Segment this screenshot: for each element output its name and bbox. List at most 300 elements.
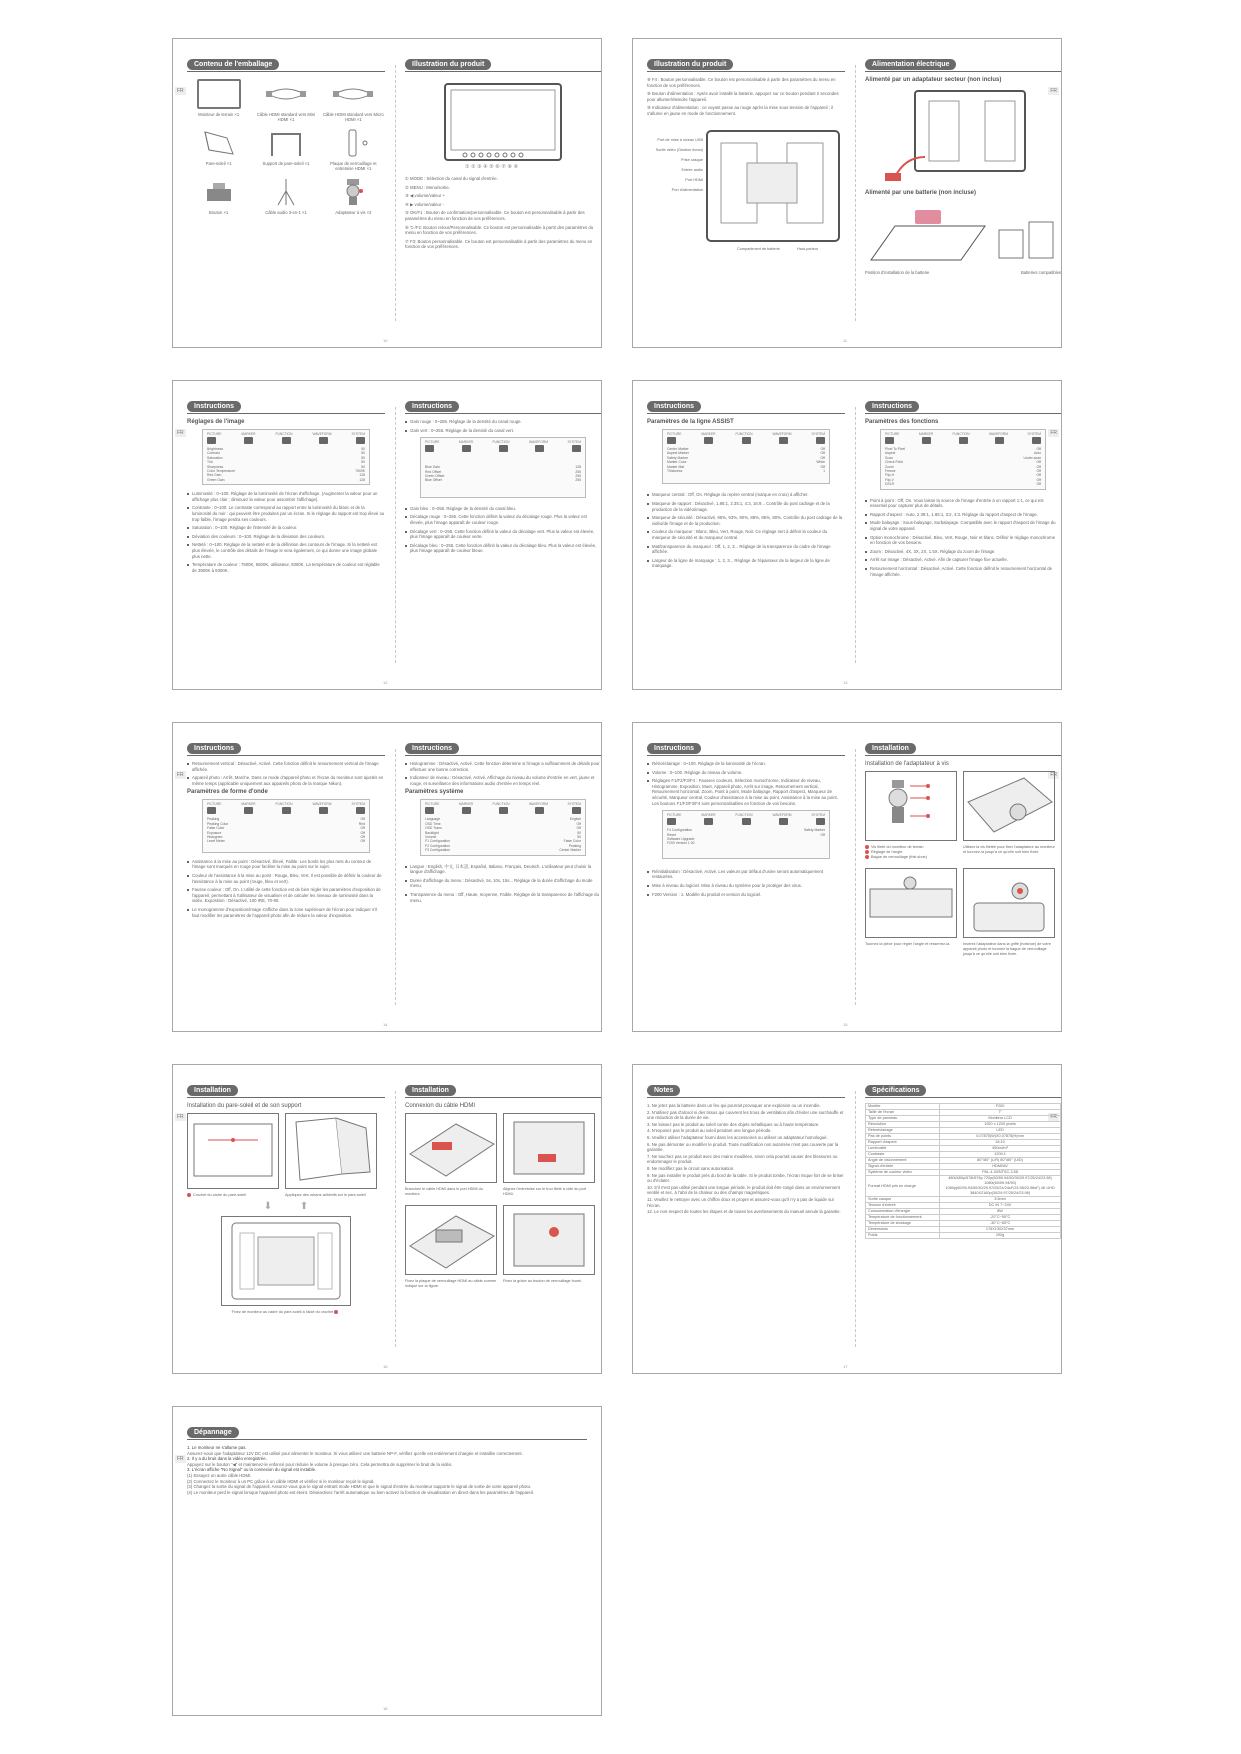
subsection-title: Alimenté par une batterie (non incluse) xyxy=(865,190,977,196)
setting-description: Contraste : 0~100. Le contraste correspond au rapport entre la luminosité du blanc et de la luminosité du noir : qui peuvent être produites par un écran. Si le réglage du rapport est trop élevé ou trop faible, l'image perdra ses couleurs. xyxy=(187,505,385,522)
setting-description: Mode balayage : Sous-balayage, Surbalayage. Compatible avec le rapport d'aspect de l'image du signal de votre appareil. xyxy=(865,520,1061,531)
menu-row: Volume 50 xyxy=(425,835,581,839)
troubleshooting-text: (3) Changez la sortie du signal de l'appareil. Assurez-vous que le signal entrant mode HDMI et que le signal d'entrée du moniteur supporte le signal de sortie de votre appareil photo. xyxy=(187,1484,532,1490)
language-badge: FR xyxy=(1050,430,1057,436)
screw-adapter-figure-2 xyxy=(963,771,1055,841)
page-number: 15 xyxy=(843,1022,848,1027)
menu-row: Marker Color White xyxy=(667,460,825,465)
instructions-section xyxy=(187,737,385,1017)
specifications-table xyxy=(865,1103,1061,1239)
monitor-rear-illustration xyxy=(647,123,845,273)
setting-description: Option monochrome : Désactivé, Bleu, Vert, Rouge, Noir et blanc. Définir le réglage monochrome en fonction de vos besoins. xyxy=(865,535,1061,546)
troubleshooting-section xyxy=(187,1421,587,1495)
troubleshooting-heading: 2. Il y a du bruit dans la vidéo enregistrée. xyxy=(187,1456,267,1462)
port-label: Sortie vidéo (Gestion écran) xyxy=(655,147,703,152)
menu-row: F200 Version 1.00 xyxy=(667,841,695,846)
image-caption: Vis fileté du moniteur de terrain xyxy=(865,845,957,850)
installation-section xyxy=(865,737,1061,1017)
note-item: 7. Ne touchez pas ce produit avec des mains mouillées, sinon cela pourrait causer des blessures ou endommager le produit. xyxy=(647,1153,838,1165)
image-caption: Branchez le câble HDMI dans le port HDMI du moniteur. xyxy=(405,1187,483,1196)
spec-label: Dimensions xyxy=(866,1227,940,1233)
menu-row: Pixel To Pixel Off xyxy=(885,447,1041,451)
menu-row: Histogram Off xyxy=(207,835,365,839)
menu-row: F1 Configuration False Color xyxy=(425,839,581,844)
menu-row: Color Temperature 7500K xyxy=(207,469,365,474)
menu-row: Flip-H Off xyxy=(885,473,1041,478)
setting-description: Marqueur central : Off, On. Réglage du repère central (marque en croix) à afficher. xyxy=(647,492,845,498)
note-item: 4. N'exposez pas le produit au soleil pendant une longue période. xyxy=(647,1128,772,1134)
spec-value: DC IN 7~24V xyxy=(940,1203,1061,1209)
function-icon xyxy=(282,807,291,814)
spec-label: Format HDMI pris en charge xyxy=(866,1176,940,1197)
image-caption: Insérez l'adaptateur dans la griffe (hotshoe) de votre appareil photo et tournez la bague de verrouillage jusqu'à ce qu'elle soit bien fixée. xyxy=(963,942,1051,956)
spec-value: 450cd/m² xyxy=(940,1146,1061,1152)
spec-value: 8W xyxy=(940,1209,1061,1215)
manual-page-16 xyxy=(172,1064,602,1374)
menu-row: Zoom Off xyxy=(885,464,1041,469)
menu-row: Green Offset 255 xyxy=(425,474,581,478)
hdmi-figure-2 xyxy=(503,1113,595,1183)
section-title: Spécifications xyxy=(865,1085,926,1096)
button-description: ⑨ Bouton d'alimentation : Après avoir installé la batterie, appuyez sur ce bouton pendant 2 secondes pour allumer/éteindre l'appareil. xyxy=(647,91,839,102)
menu-row: OSD Trans Off xyxy=(425,826,581,831)
package-item: Plaque de verrouillage et entretoise HDMI ×1 xyxy=(322,126,385,171)
setting-description: Gain bleu : 0~255. Réglage de la densité du canal bleu. xyxy=(405,506,601,512)
port-label: Compartiment de batterie xyxy=(737,246,780,251)
image-caption: Appliquez des rubans adhésifs sur le pare-soleil xyxy=(285,1193,366,1197)
waveform-icon xyxy=(319,807,328,814)
menu-row: Language English xyxy=(425,817,581,822)
package-contents-section xyxy=(187,53,385,333)
osd-menu-marker: PICTURE MARKER FUNCTION WAVEFORM SYSTEM Center Marker Off Aspect Marker Off Safety Marker Off Marker Color White Marker Mat Off Thickness 1 xyxy=(662,429,830,484)
spec-value: HDMI/AV xyxy=(940,1164,1061,1170)
spec-label: Rapport d'aspect xyxy=(866,1140,940,1146)
page-number: 18 xyxy=(383,1706,388,1711)
product-illustration-section xyxy=(647,53,845,333)
picture-icon xyxy=(885,437,894,444)
function-icon xyxy=(742,818,751,825)
image-caption: Réglage de l'angle xyxy=(865,850,957,855)
picture-icon xyxy=(425,807,434,814)
marker-icon xyxy=(704,818,713,825)
button-description: ⑩ Indicateur d'alimentation : ce voyant passe au rouge après la mise sous tension de l'appareil ; il s'allume en jaune en mode de fonctionnement. xyxy=(647,105,834,116)
spec-row xyxy=(866,1176,1061,1197)
note-item: 11. Veuillez le nettoyer avec un chiffon doux et propre et assurez-vous qu'il n'y a pas de liquide sur l'écran. xyxy=(647,1196,835,1208)
note-item: 6. Ne pas démonter ou modifier le produit. Toute modification non autorisée n'est pas couverte par la garantie. xyxy=(647,1141,839,1153)
menu-row: F2 Configuration Peaking xyxy=(425,843,581,848)
page-number: 12 xyxy=(383,680,388,685)
package-item: Support de pare-soleil ×1 xyxy=(254,126,317,171)
spec-label: Taille de l'écran xyxy=(866,1110,940,1116)
button-description: ④ ▶ volume/valeur - xyxy=(405,201,444,207)
image-caption: Alignez l'entretoise sur le trou fileté à côté du port HDMI. xyxy=(503,1187,587,1196)
system-icon xyxy=(356,437,365,444)
package-item: Pare-soleil ×1 xyxy=(187,126,250,171)
troubleshooting-heading: 3. L'écran affiche "No Signal" ou la connexion du signal est instable. xyxy=(187,1467,317,1473)
section-title: Instructions xyxy=(187,743,241,754)
menu-row: Contrast 50 xyxy=(207,451,365,456)
menu-row: F4 Configuration Safety Marker xyxy=(667,828,825,833)
section-title: Instructions xyxy=(865,401,919,412)
system-icon xyxy=(816,437,825,444)
screw-adapter-figure-4 xyxy=(963,868,1055,938)
menu-row: Green Gain 128 xyxy=(207,477,365,482)
product-illustration-section xyxy=(405,53,601,333)
instructions-section xyxy=(647,395,845,675)
picture-icon xyxy=(667,437,676,444)
setting-description: Réglages F1/F2/F3/F4 : Fausses couleurs, Sélection monochrome, Indicateur de niveau, Histogramme, Exposition, Muet, Appareil photo, Arrêt sur image, Retournement vertical, Retournement horizontal, Zoom, Point à point, Mode balayage, Rapport d'aspect, Marqueur de sécurité, Marqueur central, Couleur d'assistance à la mise au point, Assistance à la mise au point. Les boutons F1/F2/F3/F4 sont personnalisables en fonction de vos besoins. xyxy=(647,778,845,806)
setting-description: Gain vert : 0~255. Réglage de la densité du canal vert. xyxy=(405,428,601,434)
subsection-title: Installation du pare-soleil et de son support xyxy=(187,1103,302,1109)
note-item: 3. Ne laissez pas le produit au soleil contre des objets métalliques ou à haute température. xyxy=(647,1121,820,1127)
menu-row: Sharpness 50 xyxy=(207,464,365,469)
menu-row: Reset Off xyxy=(667,832,825,837)
section-title: Installation xyxy=(865,743,916,754)
setting-description: Décalage vert : 0~255. Cette fonction définit la valeur du décalage vert. Plus la valeur est élevée, plus l'image apparaît de couleur verte. xyxy=(405,529,601,540)
setting-description: Marqueur de rapport : Désactivé, 1.85:1, 2.35:1, 4:3, 16:9... Contrôle du post cadrage et de la production de la vidéo/image. xyxy=(647,501,845,512)
manual-page-13 xyxy=(632,380,1062,690)
instructions-section xyxy=(865,395,1061,675)
menu-row: Backlight 50 xyxy=(425,830,581,835)
notes-section xyxy=(647,1079,845,1359)
image-caption: Fixez la grâce au bouton de verrouillage fourni. xyxy=(503,1279,583,1283)
note-item: 8. Ne modifiez pas le circuit sans autorisation. xyxy=(647,1165,735,1171)
hdmi-figure-1 xyxy=(405,1113,497,1183)
waveform-icon xyxy=(535,445,544,452)
button-description: ⑧ F4 : Bouton personnalisable. Ce bouton est personnalisable à partir des paramètres du menu en fonction de vos préférences. xyxy=(647,77,836,88)
spec-label: Poids xyxy=(866,1233,940,1239)
system-icon xyxy=(572,445,581,452)
image-caption: Utilisez la vis filetée pour fixer l'adaptateur au moniteur et tournez-la jusqu'à ce qu'elle soit bien fixée. xyxy=(963,845,1055,854)
setting-description: Histogramme : Désactivé, Activé. Cette fonction détermine si l'image a suffisamment de détails pour effectuer une bonne correction. xyxy=(405,761,601,772)
spec-label: Rétroéclairage xyxy=(866,1128,940,1134)
menu-row: Exposure Off xyxy=(207,830,365,835)
image-caption: Crochet du cadre du pare-soleil xyxy=(187,1193,279,1197)
package-item: Câble HDMI standard vers Micro HDMI ×1 xyxy=(322,77,385,122)
instructions-section xyxy=(405,737,601,1017)
spec-label: Température de stockage xyxy=(866,1221,940,1227)
button-description: ② MENU : Menu/sortie. xyxy=(405,184,450,190)
spec-label: Température de fonctionnement xyxy=(866,1215,940,1221)
function-icon xyxy=(282,437,291,444)
function-icon xyxy=(499,445,508,452)
image-caption: Fixez de moniteur au cadre du pare-soleil à l'aide du crochet xyxy=(187,1310,385,1314)
port-label: Entrée audio xyxy=(681,167,703,172)
marker-icon xyxy=(462,807,471,814)
spec-label: Signal d'entrée xyxy=(866,1164,940,1170)
setting-description: Couleur du marqueur : Blanc, Bleu, Vert, Rouge, Noir. Ce réglage sert à définir la couleur du marqueur de sécurité et du marqueur central. xyxy=(647,529,845,540)
setting-description: Langue : English, 中文, 日本語, Español, Italiano, Français, Deutsch. L'utilisateur peut choisir la langue d'affichage. xyxy=(405,864,601,875)
function-icon xyxy=(959,437,968,444)
sunshade-figure-3 xyxy=(221,1216,351,1306)
menu-row: Brightness 50 xyxy=(207,447,365,451)
spec-label: Consommation d'énergie xyxy=(866,1209,940,1215)
language-badge: FR xyxy=(177,430,184,436)
instructions-section xyxy=(647,737,845,1017)
setting-description: Arrêt sur image : Désactivé, Activé. Afin de capturer l'image fixe actuelle. xyxy=(865,557,1061,563)
menu-row: Software Upgrade xyxy=(667,836,695,841)
language-badge: FR xyxy=(1050,1114,1057,1120)
marker-icon xyxy=(462,445,471,452)
spec-label: Sortie casque xyxy=(866,1197,940,1203)
troubleshooting-text: (1) Essayez un autre câble HDMI. xyxy=(187,1472,252,1478)
spec-value: F200 xyxy=(940,1104,1061,1110)
menu-row: OSD Time Off xyxy=(425,821,581,826)
manual-page-18 xyxy=(172,1406,602,1716)
setting-description: Rapport d'aspect : Auto, 2.39:1, 1.85:1, 3:2, 4:3. Réglage du rapport d'aspect de l'image. xyxy=(865,512,1061,518)
picture-icon xyxy=(425,445,434,452)
menu-row: Check Field Off xyxy=(885,460,1041,465)
page-number: 11 xyxy=(843,338,848,343)
menu-row: Red Offset 255 xyxy=(425,469,581,474)
image-caption: Batteries compatibles xyxy=(1020,270,1061,275)
monitor-front-illustration xyxy=(443,82,563,170)
language-badge: FR xyxy=(1050,772,1057,778)
spec-value: 292g xyxy=(940,1233,1061,1239)
osd-menu-waveform: PICTURE MARKER FUNCTION WAVEFORM SYSTEM Peaking Off Peaking Color Red False Color Off Exposure Off Histogram Off Level Meter Off xyxy=(202,799,370,852)
setting-description: Volume : 0~100. Réglage du niveau de volume. xyxy=(647,770,845,776)
troubleshooting-text: (4) Le moniteur perd le signal lorsque l'appareil photo est éteint. Déséactivez l'arrêt automatique ou bien activez la fonction de visualisation en direct dans les paramètres de l'appareil. xyxy=(187,1489,534,1495)
subsection-title: Installation de l'adaptateur à vis xyxy=(865,761,949,767)
section-title: Notes xyxy=(647,1085,680,1096)
setting-description: Rétroéclairage : 0~100. Réglage de la luminosité de l'écran. xyxy=(647,761,845,767)
waveform-icon xyxy=(319,437,328,444)
section-title: Illustration du produit xyxy=(647,59,733,70)
button-description: ⑤ OK/F1 : Bouton de confirmation/personnalisable. Ce bouton est personnalisable à partir des paramètres du menu en fonction de vos préférences. xyxy=(405,210,585,221)
section-title: Installation xyxy=(187,1085,238,1096)
note-item: 10. S'il n'est pas utilisé pendant une longue période, le produit doit être rangé dans un environnement ventilé et sec, à l'abri de la chaleur ou des champs magnétiques. xyxy=(647,1184,840,1196)
image-caption: Tournez la pièce pour régler l'angle et resserrez-la. xyxy=(865,942,951,946)
package-item: Moniteur de terrain ×1 xyxy=(187,77,250,122)
setting-description: Netteté : 0~100. Réglage de la netteté et de la définition des contours de l'image. Si la netteté est plus élevée, le contrôle des détails de l'image le sera également, ce qui donne une image globale plus nette. xyxy=(187,542,385,559)
function-icon xyxy=(499,807,508,814)
manual-page-11 xyxy=(632,38,1062,348)
port-label: Haut-parleur xyxy=(797,246,819,251)
screw-adapter-figure-3 xyxy=(865,868,957,938)
setting-description: Zoom : Désactivé, 4X, 3X, 2X, 1.5X. Réglage du zoom de l'image. xyxy=(865,549,1061,555)
setting-description: Appareil photo : Arrêt, Marche. Dans ce mode d'appareil photo et l'écran du moniteur sont ajustés en même temps (applicable uniquement aux appareils photo de la marque Nikon). xyxy=(187,775,385,786)
menu-row: Red Gain 128 xyxy=(207,473,365,478)
spec-value: -30°C~65°C xyxy=(940,1221,1061,1227)
subsection-title: Réglages de l'image xyxy=(187,419,245,425)
setting-description: Transparence du menu : Off, Haute, moyenne, Faible. Réglage de la transparence de l'affichage du menu. xyxy=(405,892,601,903)
button-description: ⑦ F3: Bouton personnalisable. Ce bouton est personnalisable à partir des paramètres du menu en fonction de vos préférences. xyxy=(405,238,593,250)
spec-row xyxy=(866,1233,1061,1239)
section-title: Installation xyxy=(405,1085,456,1096)
menu-row: Marker Mat Off xyxy=(667,464,825,469)
subsection-title: Paramètres système xyxy=(405,789,464,796)
image-caption: Bague de verrouillage (frist shoe) xyxy=(865,855,957,860)
section-title: Contenu de l'emballage xyxy=(187,59,279,70)
setting-description: Température de couleur : 7500K, 6500K, utilisateur, 9300K. La température de couleur est réglable de 3900K à 9300K. xyxy=(187,562,385,573)
menu-row: Blue Offset 255 xyxy=(425,478,581,483)
marker-icon xyxy=(244,807,253,814)
setting-description: Mat/transparence du marqueur : Off, 1, 2, 3... Réglage de la transparence du cadre de l'image affichée. xyxy=(647,544,845,555)
subsection-title: Alimenté par un adaptateur secteur (non inclus) xyxy=(865,77,1002,83)
osd-menu-function: PICTURE MARKER FUNCTION WAVEFORM SYSTEM Pixel To Pixel Off Aspect Auto Scan Under-scan Check Field Off Zoom Off Freeze Off Flip-H Off Flip-V Off DSLR Off xyxy=(880,429,1046,490)
specifications-section xyxy=(865,1079,1061,1359)
spec-value: 3.5mm xyxy=(940,1197,1061,1203)
setting-description: Le monogramme d'exposition/image s'affiche dans la zone supérieure de l'écran pour indiquer s'il faut modifier les paramètres de l'appareil photo afin de réduire la valeur d'exposition. xyxy=(187,907,385,918)
spec-value: 1200:1 xyxy=(940,1152,1061,1158)
setting-description: Marqueur de sécurité : Désactivé, 95%, 93%, 90%, 88%, 85%, 80%. Contrôle du post cadrage de la vidéo/de l'image et de la production. xyxy=(647,515,845,526)
button-description: ⑥ ⮌ /F2: Bouton retour/Personnalisable. Ce bouton est personnalisable à partir des paramètres du menu en fonction de vos préférences. xyxy=(405,224,594,236)
spec-label: Angle de visionnement xyxy=(866,1158,940,1164)
subsection-title: Paramètres de forme d'onde xyxy=(187,789,268,796)
picture-icon xyxy=(667,818,676,825)
osd-menu-picture: PICTURE MARKER FUNCTION WAVEFORM SYSTEM Brightness 50 Contrast 50 Saturation 50 Tint 50 Sharpness 50 Color Temperature 7500K Red Gain 128 Green Gain 128 xyxy=(202,429,370,485)
menu-row: Center Marker Off xyxy=(667,447,825,451)
page-number: 14 xyxy=(383,1022,388,1027)
section-title: Instructions xyxy=(405,401,459,412)
waveform-icon xyxy=(535,807,544,814)
spec-value: 80°/80° (L/R) 80°/80° (U/D) xyxy=(940,1158,1061,1164)
package-item: Câble audio 3-en-1 ×1 xyxy=(254,175,317,215)
page-number: 16 xyxy=(383,1364,388,1369)
menu-row: Tint 50 xyxy=(207,460,365,465)
note-item: 2. N'utilisez pas d'alcool ni des tissus qui couvrent les trous de ventilation afin d'éviter une surchauffe et une réduction de la durée de vie. xyxy=(647,1109,844,1121)
sunshade-installation-section xyxy=(187,1079,385,1359)
setting-description: Déviation des couleurs : 0~100. Réglage de la déviation des couleurs. xyxy=(187,534,385,540)
menu-row: DSLR Off xyxy=(885,482,1041,487)
menu-row: Peaking Off xyxy=(207,817,365,822)
package-item: Adaptateur à vis ×2 xyxy=(322,175,385,215)
subsection-title: Paramètres des fonctions xyxy=(865,419,939,425)
section-title: Instructions xyxy=(405,743,459,754)
screw-adapter-figure-1 xyxy=(865,771,957,841)
spec-label: Type de panneau xyxy=(866,1116,940,1122)
section-title: Illustration du produit xyxy=(405,59,491,70)
section-title: Alimentation électrique xyxy=(865,59,956,70)
spec-label: Pas de points xyxy=(866,1134,940,1140)
note-item: 5. Veuillez utiliser l'adaptateur fourni dans les accessoires ou utiliser un adaptateur homologué. xyxy=(647,1134,828,1140)
spec-label: Contraste xyxy=(866,1152,940,1158)
spec-label: Modèle xyxy=(866,1104,940,1110)
spec-label: Système de couleur vidéo xyxy=(866,1170,940,1176)
page-number: 13 xyxy=(843,680,848,685)
system-icon xyxy=(1032,437,1041,444)
setting-description: Retournement horizontal : Désactivé, Activé. Cette fonction définit le retournement horizontal de l'image affichée. xyxy=(865,566,1061,577)
spec-value: 176X130X37mm xyxy=(940,1227,1061,1233)
menu-row: Flip-V Off xyxy=(885,477,1041,482)
instructions-section xyxy=(187,395,385,675)
setting-description: Indicateur de niveau : Désactivé, Activé. Affichage du niveau du volume d'entrée en vert, jaune et rouge, et surveillance des informations audio d'entrée en temps réel. xyxy=(405,775,601,786)
section-title: Instructions xyxy=(647,743,701,754)
setting-description: Point à point : Off, On. Vous laisse la source de l'image d'entrée à un rapport 1:1, ce qui est essentiel pour capturer plus de détails. xyxy=(865,498,1061,509)
arrow-icons: ⬇ ⬆ xyxy=(263,1201,309,1212)
port-label: Port HDMI xyxy=(685,177,703,182)
package-item: Câble HDMI standard vers Mini HDMI ×1 xyxy=(254,77,317,122)
spec-value: 7" xyxy=(940,1110,1061,1116)
subsection-title: Connexion du câble HDMI xyxy=(405,1103,476,1109)
setting-description: Luminosité : 0~100. Réglage de la luminosité de l'écran d'affichage. (Augmenter la valeur pour un affichage plus clair ; diminuez la valeur pour assombrir l'affichage). xyxy=(187,491,385,502)
setting-description: Assistance à la mise au point : Désactivé, Élevé, Faible. Les bords les plus nets du contour de l'image sont marqués en rouge pour faciliter la mise au point sur le sujet. xyxy=(187,859,385,870)
menu-row: F3 Configuration Center Marker xyxy=(425,848,581,853)
spec-value: LED xyxy=(940,1128,1061,1134)
setting-description: Mise à niveau du logiciel. Mise à niveau du système pour le protéger des virus. xyxy=(647,883,845,889)
spec-value: PAL-4.43/NTSC-3.58 xyxy=(940,1170,1061,1176)
page-number: 17 xyxy=(843,1364,848,1369)
picture-icon xyxy=(207,807,216,814)
system-icon xyxy=(816,818,825,825)
section-title: Dépannage xyxy=(187,1427,239,1438)
setting-description: Décalage bleu : 0~255. Cette fonction définit la valeur du décalage bleu. Plus la valeur est élevée, plus l'image apparaît de couleur bleue. xyxy=(405,543,601,554)
troubleshooting-text: Assurez-vous que l'adaptateur 12V DC est utilisé pour alimenter le moniteur. Si vous utilisez une batterie NP-F, vérifiez qu'elle est entièrement chargée et installée correctement. xyxy=(187,1450,523,1456)
hdmi-figure-4 xyxy=(503,1205,595,1275)
manual-page-12 xyxy=(172,380,602,690)
marker-icon xyxy=(704,437,713,444)
port-label: Port de mise à niveau USB xyxy=(657,137,703,142)
function-icon xyxy=(742,437,751,444)
menu-row: Aspect Auto xyxy=(885,451,1041,456)
page-number: 10 xyxy=(383,338,388,343)
osd-menu-system-2: PICTURE MARKER FUNCTION WAVEFORM SYSTEM F4 Configuration Safety Marker Reset Off Software Upgrade F200 Version 1.00 xyxy=(662,810,830,859)
language-badge: FR xyxy=(1050,88,1057,94)
troubleshooting-text: (2) Connectez le moniteur à un PC grâce à un câble HDMI et vérifiez si le moniteur reçoit le signal. xyxy=(187,1478,375,1484)
marker-icon xyxy=(244,437,253,444)
menu-row: Aspect Marker Off xyxy=(667,451,825,456)
menu-row: Level Meter Off xyxy=(207,839,365,844)
language-badge: FR xyxy=(177,1114,184,1120)
section-title: Instructions xyxy=(647,401,701,412)
button-description: ③ ◀ volume/valeur + xyxy=(405,193,445,199)
spec-label: Résolution xyxy=(866,1122,940,1128)
manual-page-17 xyxy=(632,1064,1062,1374)
sunshade-figure-2 xyxy=(285,1113,377,1189)
battery-illustration xyxy=(865,200,1061,270)
setting-description: Durée d'affichage du menu : Désactivé, 5s, 10s, 15s... Réglage de la durée d'affichage du mode menu. xyxy=(405,878,601,889)
hdmi-figure-3 xyxy=(405,1205,497,1275)
setting-description: Réinitialisation : Désactivé, Activé. Les valeurs par défaut d'usine seront automatiquement restaurées. xyxy=(647,869,845,880)
menu-row: Saturation 50 xyxy=(207,455,365,460)
setting-description: Couleur de l'assistance à la mise au point : Rouge, Bleu, Vert. Il est possible de définir la couleur de l'assistance à la mise au point (rouge, bleu et vert). xyxy=(187,873,385,884)
manual-page-14 xyxy=(172,722,602,1032)
spec-value: 1920 x 1200 pixels xyxy=(940,1122,1061,1128)
svg-text:① ② ③ ④ ⑤ ⑥ ⑦ ⑧ ⑨: ① ② ③ ④ ⑤ ⑥ ⑦ ⑧ ⑨ xyxy=(465,164,519,170)
system-icon xyxy=(572,807,581,814)
menu-row: Thickness 1 xyxy=(667,469,825,474)
spec-value: Moniteur LCD xyxy=(940,1116,1061,1122)
system-icon xyxy=(356,807,365,814)
setting-description: Retournement vertical : Désactivé, Activé. Cette fonction définit le retournement vertical de l'image affichée. xyxy=(187,761,385,772)
spec-label: Luminosité xyxy=(866,1146,940,1152)
language-badge: FR xyxy=(177,1456,184,1462)
osd-menu-picture-2: PICTURE MARKER FUNCTION WAVEFORM SYSTEM Blue Gain 128 Red Offset 255 Green Offset 255 Blue Offset 255 xyxy=(420,437,586,498)
menu-row: Safety Marker Off xyxy=(667,455,825,460)
port-label: Port d'alimentation xyxy=(671,187,703,192)
package-item: Bouton ×1 xyxy=(187,175,250,215)
menu-row: Blue Gain 128 xyxy=(425,465,581,470)
image-caption: Fixez la plaque de verrouillage HDMI au câble comme indiqué sur la figure. xyxy=(405,1279,497,1288)
package-items xyxy=(187,77,385,215)
setting-description: F200 Version : 1. Modèle du produit et version du logiciel. xyxy=(647,892,845,898)
setting-description: Saturation : 0~100. Réglage de l'intensité de la couleur. xyxy=(187,525,385,531)
spec-label: Tension d'entrée xyxy=(866,1203,940,1209)
manual-page-15 xyxy=(632,722,1062,1032)
hdmi-connection-section xyxy=(405,1079,601,1359)
language-badge: FR xyxy=(177,772,184,778)
button-description: ① MODE : Sélection du canal du signal d'entrée. xyxy=(405,176,498,181)
waveform-icon xyxy=(779,437,788,444)
subsection-title: Paramètres de la ligne ASSIST xyxy=(647,419,734,425)
picture-icon xyxy=(207,437,216,444)
setting-description: Gain rouge : 0~255. Réglage de la densité du canal rouge. xyxy=(405,419,601,425)
setting-description: Fausse couleur : Off, On. L'utilité de cette fonction est de bien régler les paramètres d'exposition de l'appareil, permettant à l'utilisateur de visualiser et de calculer les niveaux de luminosité dans la vidéo. Exposition : Désactivé, 100 IRE, 70-90. xyxy=(187,887,385,904)
note-item: 12. Le non-respect de toutes les étapes et de toutes les avertissements du manuel annule la garantie. xyxy=(647,1209,841,1215)
adapter-illustration xyxy=(865,87,1061,187)
menu-row: Scan Under-scan xyxy=(885,455,1041,460)
waveform-icon xyxy=(995,437,1004,444)
